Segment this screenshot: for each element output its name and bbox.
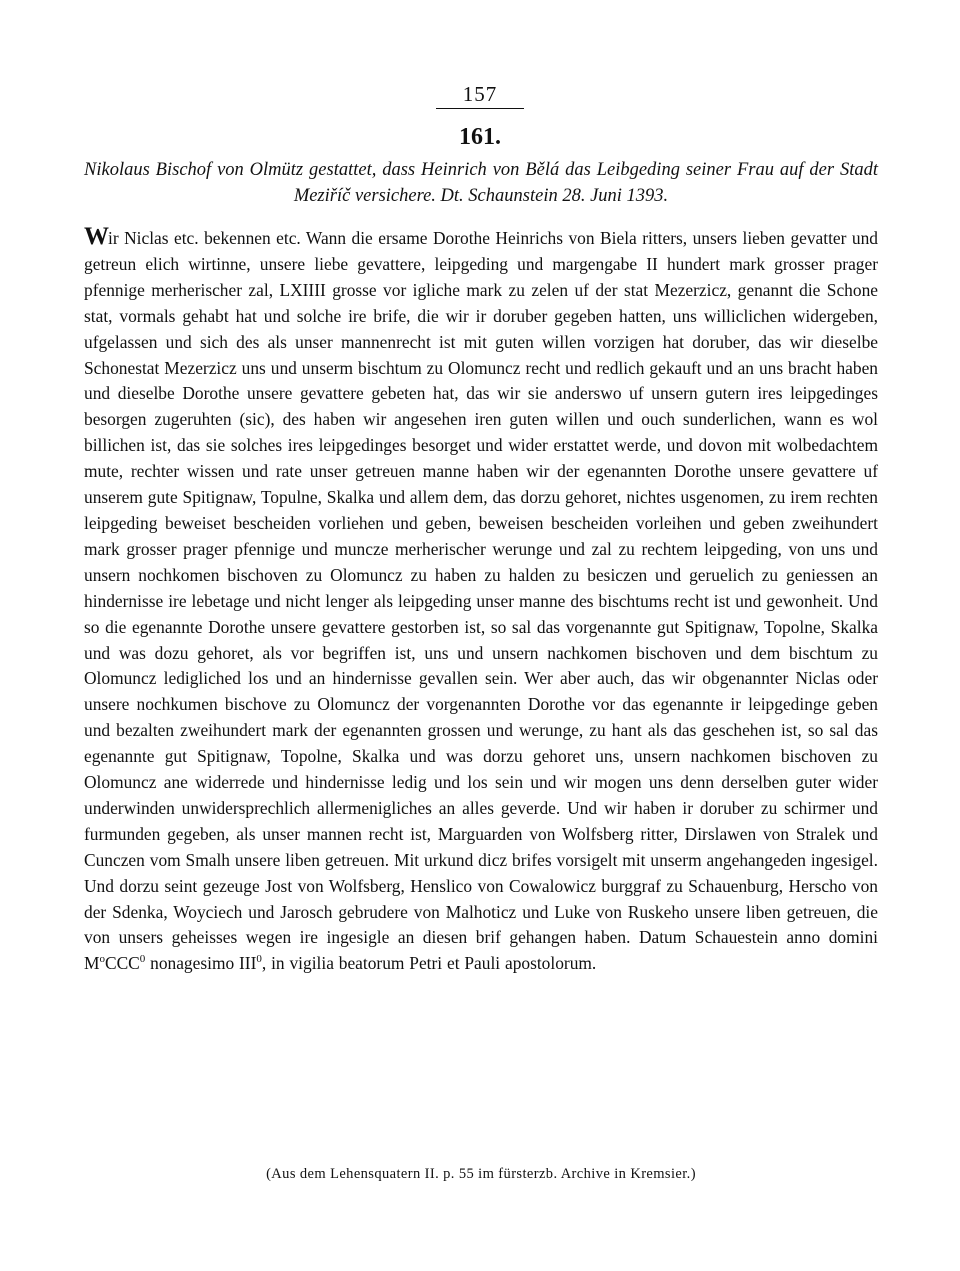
page-number: 157 — [462, 82, 498, 106]
superscript-2: 0 — [139, 952, 146, 965]
document-heading: Nikolaus Bischof von Olmütz gestattet, dass Heinrich von Bělá das Leibgeding seiner Frau auf der Stadt Meziříč versichere. Dt. Schaunstein 28. Juni 1393. — [84, 160, 878, 206]
superscript-3: 0 — [256, 952, 262, 965]
initial-letter: W — [84, 223, 108, 250]
document-body — [84, 223, 878, 977]
body-text-part-1: ir Niclas etc. bekennen etc. Wann die ersame Dorothe Heinrichs von Biela ritters, unsers lieben gevatter und getreun elich wirtinne, unsere liebe gevattere, leipgeding und margengabe II hundert mark grosser prager pfennige merherischer zal, LXIIII grosse vor igliche mark zu zelen uf der stat Mezerzicz, genannt die Schone stat, vormals gehabt hat und solche ire brife, die wir ir doruber gegeben hatten, uns williclichen widergeben, ufgelassen und sich des als unser mannenrecht ist mit guten willen vorzigen hat doruber, das wir dieselbe Schonestat Mezerzicz uns und unserm bischtum zu Olomuncz recht und redlich gekauft und an uns bracht haben und dieselbe Dorothe unsere gevattere gebeten hat, das wir sie anderswo uf unsern gutern ires leipgedinges besorgen zugeruhten (sic), des haben wir angesehen iren guten willen und ouch sunderlichen, wann es wol billichen ist, das sie solches ires leipgedinges besorget und wider erstattet werde, und dovon mit wolbedachtem mute, rechter wissen und rate unser getreuen manne haben wir der egenannten Dorothe unsere gevattere uf unserem gute Spitignaw, Topulne, Skalka und allem dem, das dorzu gehoret, nichtes usgenomen, zu irem rechten leipgeding beweiset bescheiden vorliehen und geben, beweisen bescheiden vorleihen und geben zweihundert mark grosser prager pfennige und muncze merherischer werunge und zal zu rechtem leipgeding, von uns und unsern nochkomen bischoven zu Olomuncz zu haben zu halden zu besiczen und geruelich zu geniessen an hindernisse ire lebetage und nicht lenger als leipgeding unser manne des bischtums recht ist und gewonheit. Und so die egenannte Dorothe unsere gevattere gestorben ist, so sal das vorgenannte gut Spitignaw, Topolne, Skalka und was dozu gehoret, als vor begriffen ist, uns und unsern nachkomen bischoven und dem bischtum zu Olomuncz ledigliched los und an hindernisse gevallen sein. Wer aber auch, das wir obgenannter Niclas oder unsere nochkumen bischove zu Olomuncz der vorgenannten Dorothe vor das egenannte ir leipgedinge geben und bezalten zweihundert mark der egenannten grossen und werunge, zu hant als das geschehen ist, so sal das egenannte gut Spitignaw, Topolne, Skalka und was dorzu gehoret uns, unsern nachkomen bischoven zu Olomuncz ane widerrede und hindernisse ledig und los sein und wir mogen uns denn derselben guter wider underwinden unwidersprechlich allermenigliches an alles geverde. Und wir haben ir doruber zu schirmer und furmunden gegeben, als unser mannen recht ist, Marguarden von Wolfsberg ritter, Dirslawen von Stralek und Cunczen vom Smalh unsere liben getreuen. Mit urkund dicz brifes vorsigelt mit unserm angehangeden ingesigel. Und dorzu seint gezeuge Jost von Wolfsberg, Henslico von Cowalowicz burggraf zu Schauenburg, Herscho von der Sdenka, Woyciech und Jarosch gebrudere von Malhoticz und Luke von Ruskeho unsere liben getreuen, die von unsers geheisses wegen ire ingesigle an diesen brif gehangen haben. Datum Schauestein anno domini M — [84, 228, 878, 974]
body-text-part-4: , in vigilia beatorum Petri et Pauli apostolorum. — [261, 953, 597, 974]
source-note: (Aus dem Lehensquatern II. p. 55 im fürsterzb. Archive in Kremsier.) — [266, 1166, 696, 1182]
body-text-part-2: CCC — [104, 953, 140, 974]
document-number: 161. — [459, 124, 501, 150]
page-number-rule — [436, 108, 524, 109]
superscript-1: o — [99, 952, 105, 965]
body-text-part-3: nonagesimo III — [145, 953, 257, 974]
